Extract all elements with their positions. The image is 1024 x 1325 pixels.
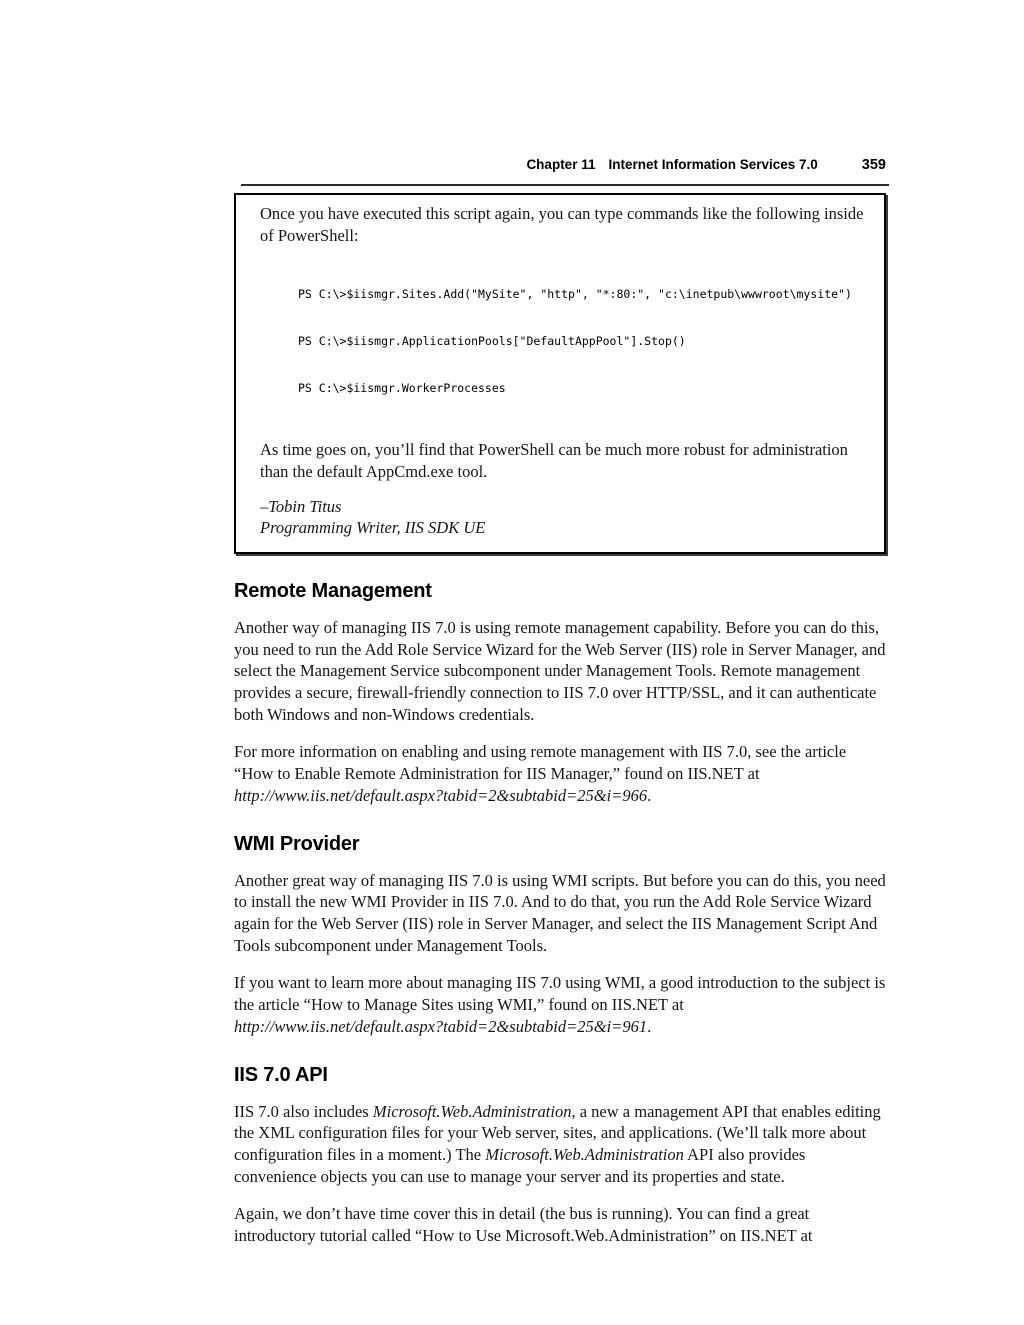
body-paragraph <box>234 1101 886 1188</box>
section-heading: WMI Provider <box>234 832 360 855</box>
body-paragraph <box>234 617 886 726</box>
attribution-role: Programming Writer, IIS SDK UE <box>260 518 486 538</box>
italic-text-run: Microsoft.Web.Administration <box>372 1101 572 1121</box>
italic-text-run: http://www.iis.net/default.aspx?tabid=2&subtabid=25&i=961 <box>234 1016 648 1036</box>
body-paragraph <box>234 972 886 1037</box>
code-line: PS C:\>$iismgr.WorkerProcesses <box>298 381 506 396</box>
text-run: Another great way of managing IIS 7.0 is using WMI scripts. But before you can do this, you need to install the new WMI Provider in IIS 7.0. And to do that, you run the Add Role Service Wizard again for the Web Server (IIS) role in Server Manager, and select the IIS Management Script And Tools subcomponent under Management Tools. <box>234 870 886 955</box>
page-content <box>234 157 886 1263</box>
text-run: API also provides convenience objects you can use to manage your server and its properties and state. <box>234 1144 806 1186</box>
text-run: . <box>647 785 652 805</box>
section-iis-70-api <box>234 1063 886 1247</box>
sidebar-box <box>234 193 886 554</box>
text-run: Again, we don’t have time cover this in detail (the bus is running). You can find a great introductory tutorial called “How to Use Microsoft.Web.Administration” on IIS.NET at <box>234 1204 813 1246</box>
header-chapter-label: Chapter 11 <box>526 157 596 172</box>
section-wmi-provider <box>234 832 886 1038</box>
sidebar-outro-text: As time goes on, you’ll find that PowerShell can be much more robust for administration than the default AppCmd.exe tool. <box>260 440 848 481</box>
text-run: , a new a management API that enables editing the XML configuration files for your Web server, sites, and applications. (We’ll talk more about configuration files in a moment.) The <box>234 1101 881 1164</box>
text-run: IIS 7.0 also includes <box>234 1101 373 1121</box>
header-page-number: 359 <box>861 157 886 173</box>
code-line: PS C:\>$iismgr.ApplicationPools["DefaultAppPool"].Stop() <box>298 333 686 348</box>
code-line: PS C:\>$iismgr.Sites.Add("MySite", "http", "*:80:", "c:\inetpub\wwwroot\mysite") <box>298 286 852 301</box>
running-header <box>234 157 886 173</box>
powershell-code-block <box>298 255 870 428</box>
section-heading: Remote Management <box>234 579 432 602</box>
text-run: If you want to learn more about managing IIS 7.0 using WMI, a good introduction to the subject is the article “How to Manage Sites using WMI,” found on IIS.NET at <box>234 973 886 1015</box>
italic-text-run: Microsoft.Web.Administration <box>485 1144 684 1164</box>
body-paragraph <box>234 870 886 957</box>
text-run: For more information on enabling and using remote management with IIS 7.0, see the article “How to Enable Remote Administration for IIS Manager,” found on IIS.NET at <box>234 742 847 784</box>
italic-text-run: http://www.iis.net/default.aspx?tabid=2&subtabid=25&i=966 <box>234 785 648 805</box>
text-run: Another way of managing IIS 7.0 is using remote management capability. Before you can do this, you need to run the Add Role Service Wizard for the Web Server (IIS) role in Server Manager, and select the Management Service subcomponent under Management Tools. Remote management provides a secure, firewall-friendly connection to IIS 7.0 over HTTP/SSL, and it can authenticate both Windows and non-Windows credentials. <box>234 617 886 724</box>
attribution-name: –Tobin Titus <box>260 496 342 516</box>
section-remote-management <box>234 579 886 807</box>
body-paragraph <box>234 741 886 806</box>
header-chapter-title: Internet Information Services 7.0 <box>608 157 818 172</box>
section-heading: IIS 7.0 API <box>234 1063 328 1086</box>
body-paragraph <box>234 1203 886 1246</box>
text-run: . <box>647 1016 652 1036</box>
sidebar-intro-text: Once you have executed this script again, you can type commands like the following inside of PowerShell: <box>260 204 864 245</box>
